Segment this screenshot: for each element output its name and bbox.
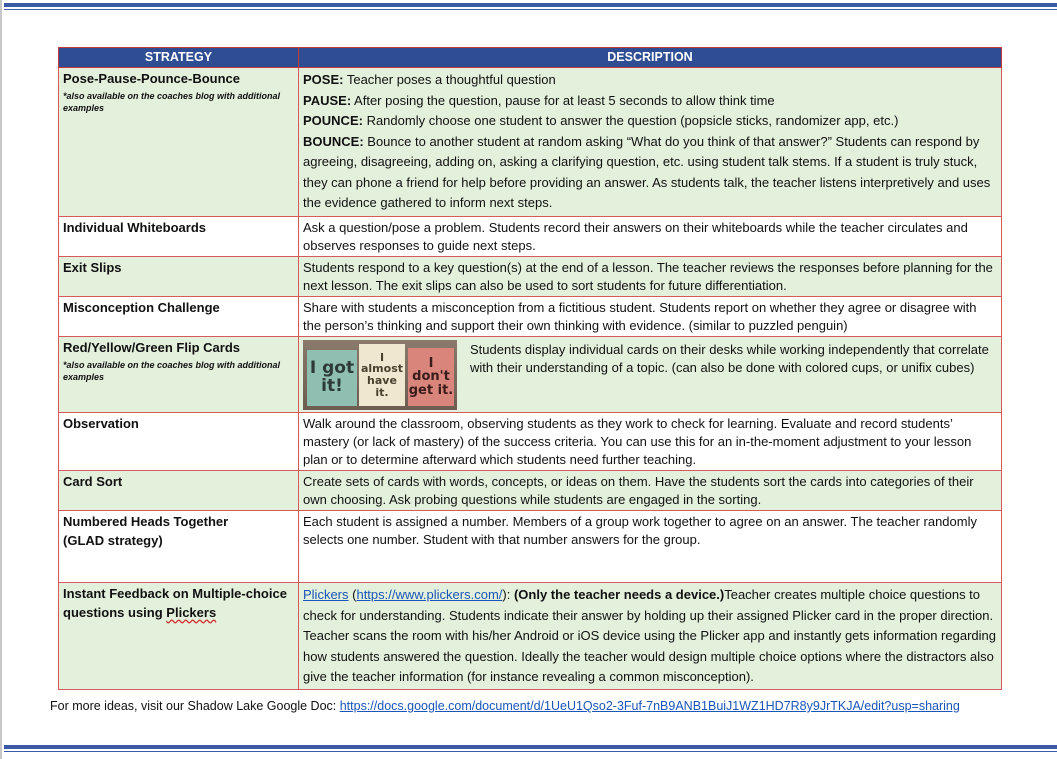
- strategy-name: Red/Yellow/Green Flip Cards: [63, 340, 240, 355]
- google-doc-link[interactable]: https://docs.google.com/document/d/1UeU1Qso2-3Fuf-7nB9ANB1BuiJ1WZ1HD7R8y9JrTKJA/edit?usp=sharing: [339, 699, 960, 713]
- top-rule-thin: [4, 9, 1057, 10]
- table-row: [59, 583, 1002, 690]
- bounce-term: BOUNCE:: [303, 133, 364, 149]
- bounce-text: Bounce to another student at random asking “What do you think of that answer?” Students can respond by agreeing, disagreeing, adding on, asking a clarifying question, etc. using student talk stems. If a student is truly stuck, they can phone a friend for help before providing an answer. As students talk, the teacher listens interpretively and uses the evidence gathered to inform next steps.: [303, 133, 991, 210]
- description-cell: Walk around the classroom, observing students as they work to check for learning. Evaluate and record students’ mastery (or lack of mastery) of the success criteria. You can use this for an in-the-moment adjustment to your lesson plan or to determine afterward which students need further teaching.: [299, 413, 1002, 471]
- pose-term: POSE:: [303, 72, 344, 87]
- plickers-link[interactable]: Plickers: [303, 587, 349, 602]
- strategy-cell: [59, 337, 299, 413]
- table-row: [59, 297, 1002, 337]
- description-header: DESCRIPTION: [299, 48, 1002, 68]
- strategy-table: [58, 47, 1002, 690]
- strategy-note: *also available on the coaches blog with additional examples: [63, 359, 281, 382]
- plickers-url-link[interactable]: https://www.plickers.com/: [356, 587, 503, 602]
- description-cell: Students respond to a key question(s) at the end of a lesson. The teacher reviews the responses before planning for the next lesson. The exit slips can also be used to sort students for future differentiation.: [299, 257, 1002, 297]
- strategy-name: Card Sort: [63, 474, 123, 489]
- strategy-header: STRATEGY: [59, 48, 299, 68]
- paren-open: (: [348, 587, 357, 602]
- table-row: [59, 68, 1002, 217]
- plickers-description: Teacher creates multiple choice questions to check for understanding. Students indicate their answer by holding up their assigned Plicker card in the proper direction. Teacher scans the room with his/her Android or iOS device using the Plicker app and instantly gets information regarding how students answered the question. Ideally the teacher would design multiple choice options where the distractors also give the teacher information (for instance revealing a common misconception).: [303, 587, 996, 684]
- bottom-rule-thin: [4, 751, 1057, 752]
- strategy-name: Individual Whiteboards: [63, 220, 207, 235]
- card-yellow: I almost have it.: [359, 344, 405, 406]
- pause-term: PAUSE:: [303, 92, 352, 108]
- strategy-cell: [59, 68, 299, 217]
- paren-close: ):: [502, 587, 514, 602]
- table-row: [59, 413, 1002, 471]
- table-row: [59, 217, 1002, 257]
- strategy-name: Misconception Challenge: [63, 300, 220, 315]
- page-edge: [0, 0, 2, 759]
- pause-text: After posing the question, pause for at least 5 seconds to allow think time: [351, 92, 775, 108]
- pounce-term: POUNCE:: [303, 113, 363, 128]
- description-cell: [299, 583, 1002, 690]
- pose-text: Teacher poses a thoughtful question: [343, 72, 556, 87]
- card-green: I got it!: [307, 350, 357, 406]
- description-cell: Ask a question/pose a problem. Students record their answers on their whiteboards while the teacher circulates and observes responses to guide next steps.: [299, 217, 1002, 257]
- strategy-cell: [59, 583, 299, 690]
- table-row: [59, 337, 1002, 413]
- strategy-cell: [59, 511, 299, 583]
- description-cell: [299, 337, 1002, 413]
- strategy-cell: [59, 413, 299, 471]
- strategy-name: [63, 585, 294, 623]
- card-red: I don't get it.: [408, 348, 454, 406]
- strategy-name-plickers: Plickers: [166, 604, 217, 620]
- description-cell: Share with students a misconception from a fictitious student. Students report on whether they agree or disagree with the person’s thinking and support their own thinking with evidence. (similar to puzzled penguin): [299, 297, 1002, 337]
- table-header-row: [59, 48, 1002, 68]
- strategy-name: Observation: [63, 416, 139, 431]
- strategy-cell: [59, 297, 299, 337]
- flip-cards-photo: [303, 340, 457, 410]
- strategy-note: *also available on the coaches blog with additional examples: [63, 90, 281, 113]
- table-row: [59, 511, 1002, 583]
- strategy-name-line2: (GLAD strategy): [63, 532, 163, 548]
- strategy-name: Exit Slips: [63, 260, 122, 275]
- strategy-name: Pose-Pause-Pounce-Bounce: [63, 71, 240, 86]
- footer-note: [50, 699, 960, 713]
- table-row: [59, 257, 1002, 297]
- description-cell: [299, 68, 1002, 217]
- footer-text: For more ideas, visit our Shadow Lake Google Doc:: [50, 699, 340, 713]
- strategy-name-text: Instant Feedback on Multiple-choice questions using: [63, 586, 287, 620]
- strategy-name: Numbered Heads Together: [63, 514, 229, 529]
- description-cell: Each student is assigned a number. Members of a group work together to agree on an answer. The teacher randomly selects one number. Student with that number answers for the group.: [299, 511, 1002, 583]
- plickers-device-note: (Only the teacher needs a device.): [513, 587, 725, 602]
- bottom-rule: [4, 745, 1057, 749]
- table-row: [59, 471, 1002, 511]
- strategy-cell: [59, 471, 299, 511]
- strategy-cell: [59, 257, 299, 297]
- description-cell: Create sets of cards with words, concepts, or ideas on them. Have the students sort the cards into categories of their own choosing. Ask probing questions while students are engaged in the sorting.: [299, 471, 1002, 511]
- strategy-cell: [59, 217, 299, 257]
- pounce-text: Randomly choose one student to answer the question (popsicle sticks, randomizer app, etc.): [362, 113, 899, 128]
- top-rule: [4, 3, 1057, 7]
- flip-cards-description: Students display individual cards on their desks while working independently that correlate with their understanding of a topic. (can also be done with colored cups, or unifix cubes): [470, 342, 989, 375]
